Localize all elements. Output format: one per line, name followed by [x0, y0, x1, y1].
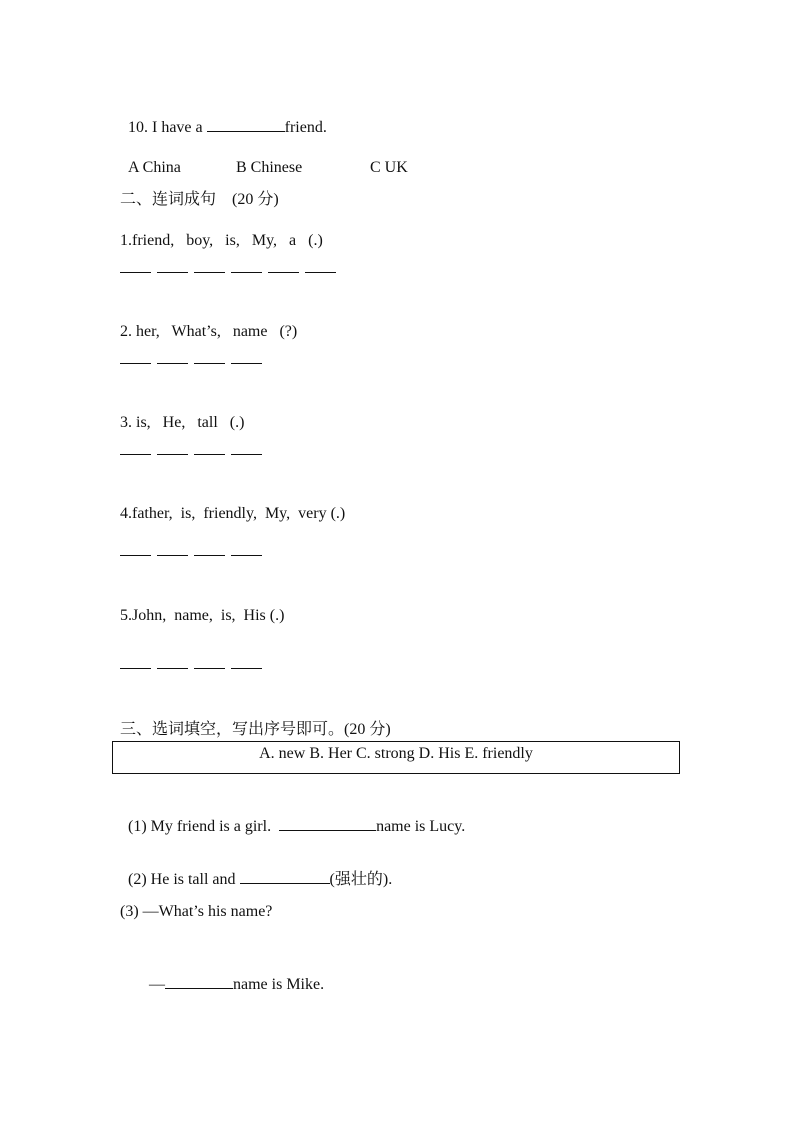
- answer-blank[interactable]: [157, 668, 188, 669]
- answer-blank[interactable]: [231, 272, 262, 273]
- s2-item-5: 5.John, name, is, His (.): [120, 607, 285, 624]
- answer-blank[interactable]: [194, 668, 225, 669]
- answer-blank[interactable]: [231, 668, 262, 669]
- s2-item-2-answer-line[interactable]: [120, 363, 262, 364]
- question-10: [120, 97, 327, 138]
- answer-blank[interactable]: [120, 668, 151, 669]
- answer-blank[interactable]: [120, 363, 151, 364]
- answer-blank[interactable]: [120, 454, 151, 455]
- word-bank-box: A. new B. Her C. strong D. His E. friendly: [112, 741, 680, 774]
- answer-blank[interactable]: [120, 555, 151, 556]
- answer-blank[interactable]: [305, 272, 336, 273]
- s2-item-3-answer-line[interactable]: [120, 454, 262, 455]
- section3-heading: 三、选词填空，写出序号即可。(20 分): [120, 721, 391, 738]
- s3-q1: [120, 796, 465, 837]
- q10-option-c[interactable]: C UK: [370, 159, 408, 176]
- q10-option-b[interactable]: B Chinese: [236, 159, 303, 176]
- answer-blank[interactable]: [157, 272, 188, 273]
- s3-q3-suffix: name is Mike.: [233, 976, 325, 993]
- s2-item-2: 2. her, What’s, name (?): [120, 323, 298, 340]
- answer-blank[interactable]: [194, 555, 225, 556]
- answer-blank[interactable]: [268, 272, 299, 273]
- s3-q3-dash: —: [149, 976, 165, 993]
- q10-suffix: friend.: [284, 119, 327, 136]
- answer-blank[interactable]: [231, 555, 262, 556]
- s2-item-3: 3. is, He, tall (.): [120, 414, 245, 431]
- s3-q3-blank[interactable]: [165, 974, 233, 989]
- q10-option-a[interactable]: A China: [128, 159, 181, 176]
- section2-heading: 二、连词成句 (20 分): [120, 191, 279, 208]
- answer-blank[interactable]: [231, 363, 262, 364]
- s3-q3-question: (3) —What’s his name?: [120, 903, 273, 920]
- s2-item-5-answer-line[interactable]: [120, 668, 262, 669]
- s3-q1-suffix: name is Lucy.: [376, 818, 466, 835]
- q10-prefix: 10. I have a: [128, 119, 207, 136]
- answer-blank[interactable]: [157, 555, 188, 556]
- answer-blank[interactable]: [157, 363, 188, 364]
- answer-blank[interactable]: [194, 363, 225, 364]
- s3-q2-prefix: (2) He is tall and: [128, 871, 240, 888]
- s2-item-1-answer-line[interactable]: [120, 272, 336, 273]
- q10-options: [120, 138, 408, 178]
- s3-q1-blank[interactable]: [279, 816, 376, 831]
- answer-blank[interactable]: [194, 454, 225, 455]
- s3-q2-suffix: (强壮的).: [329, 871, 393, 888]
- s2-item-4-answer-line[interactable]: [120, 555, 262, 556]
- q10-blank[interactable]: [207, 117, 285, 132]
- s3-q3-answer: [141, 954, 324, 995]
- s2-item-1: 1.friend, boy, is, My, a (.): [120, 232, 323, 249]
- answer-blank[interactable]: [194, 272, 225, 273]
- s2-item-4: 4.father, is, friendly, My, very (.): [120, 505, 346, 522]
- s3-q1-prefix: (1) My friend is a girl.: [128, 818, 280, 835]
- answer-blank[interactable]: [157, 454, 188, 455]
- s3-q2: [120, 849, 392, 890]
- answer-blank[interactable]: [231, 454, 262, 455]
- s3-q2-blank[interactable]: [240, 869, 330, 884]
- answer-blank[interactable]: [120, 272, 151, 273]
